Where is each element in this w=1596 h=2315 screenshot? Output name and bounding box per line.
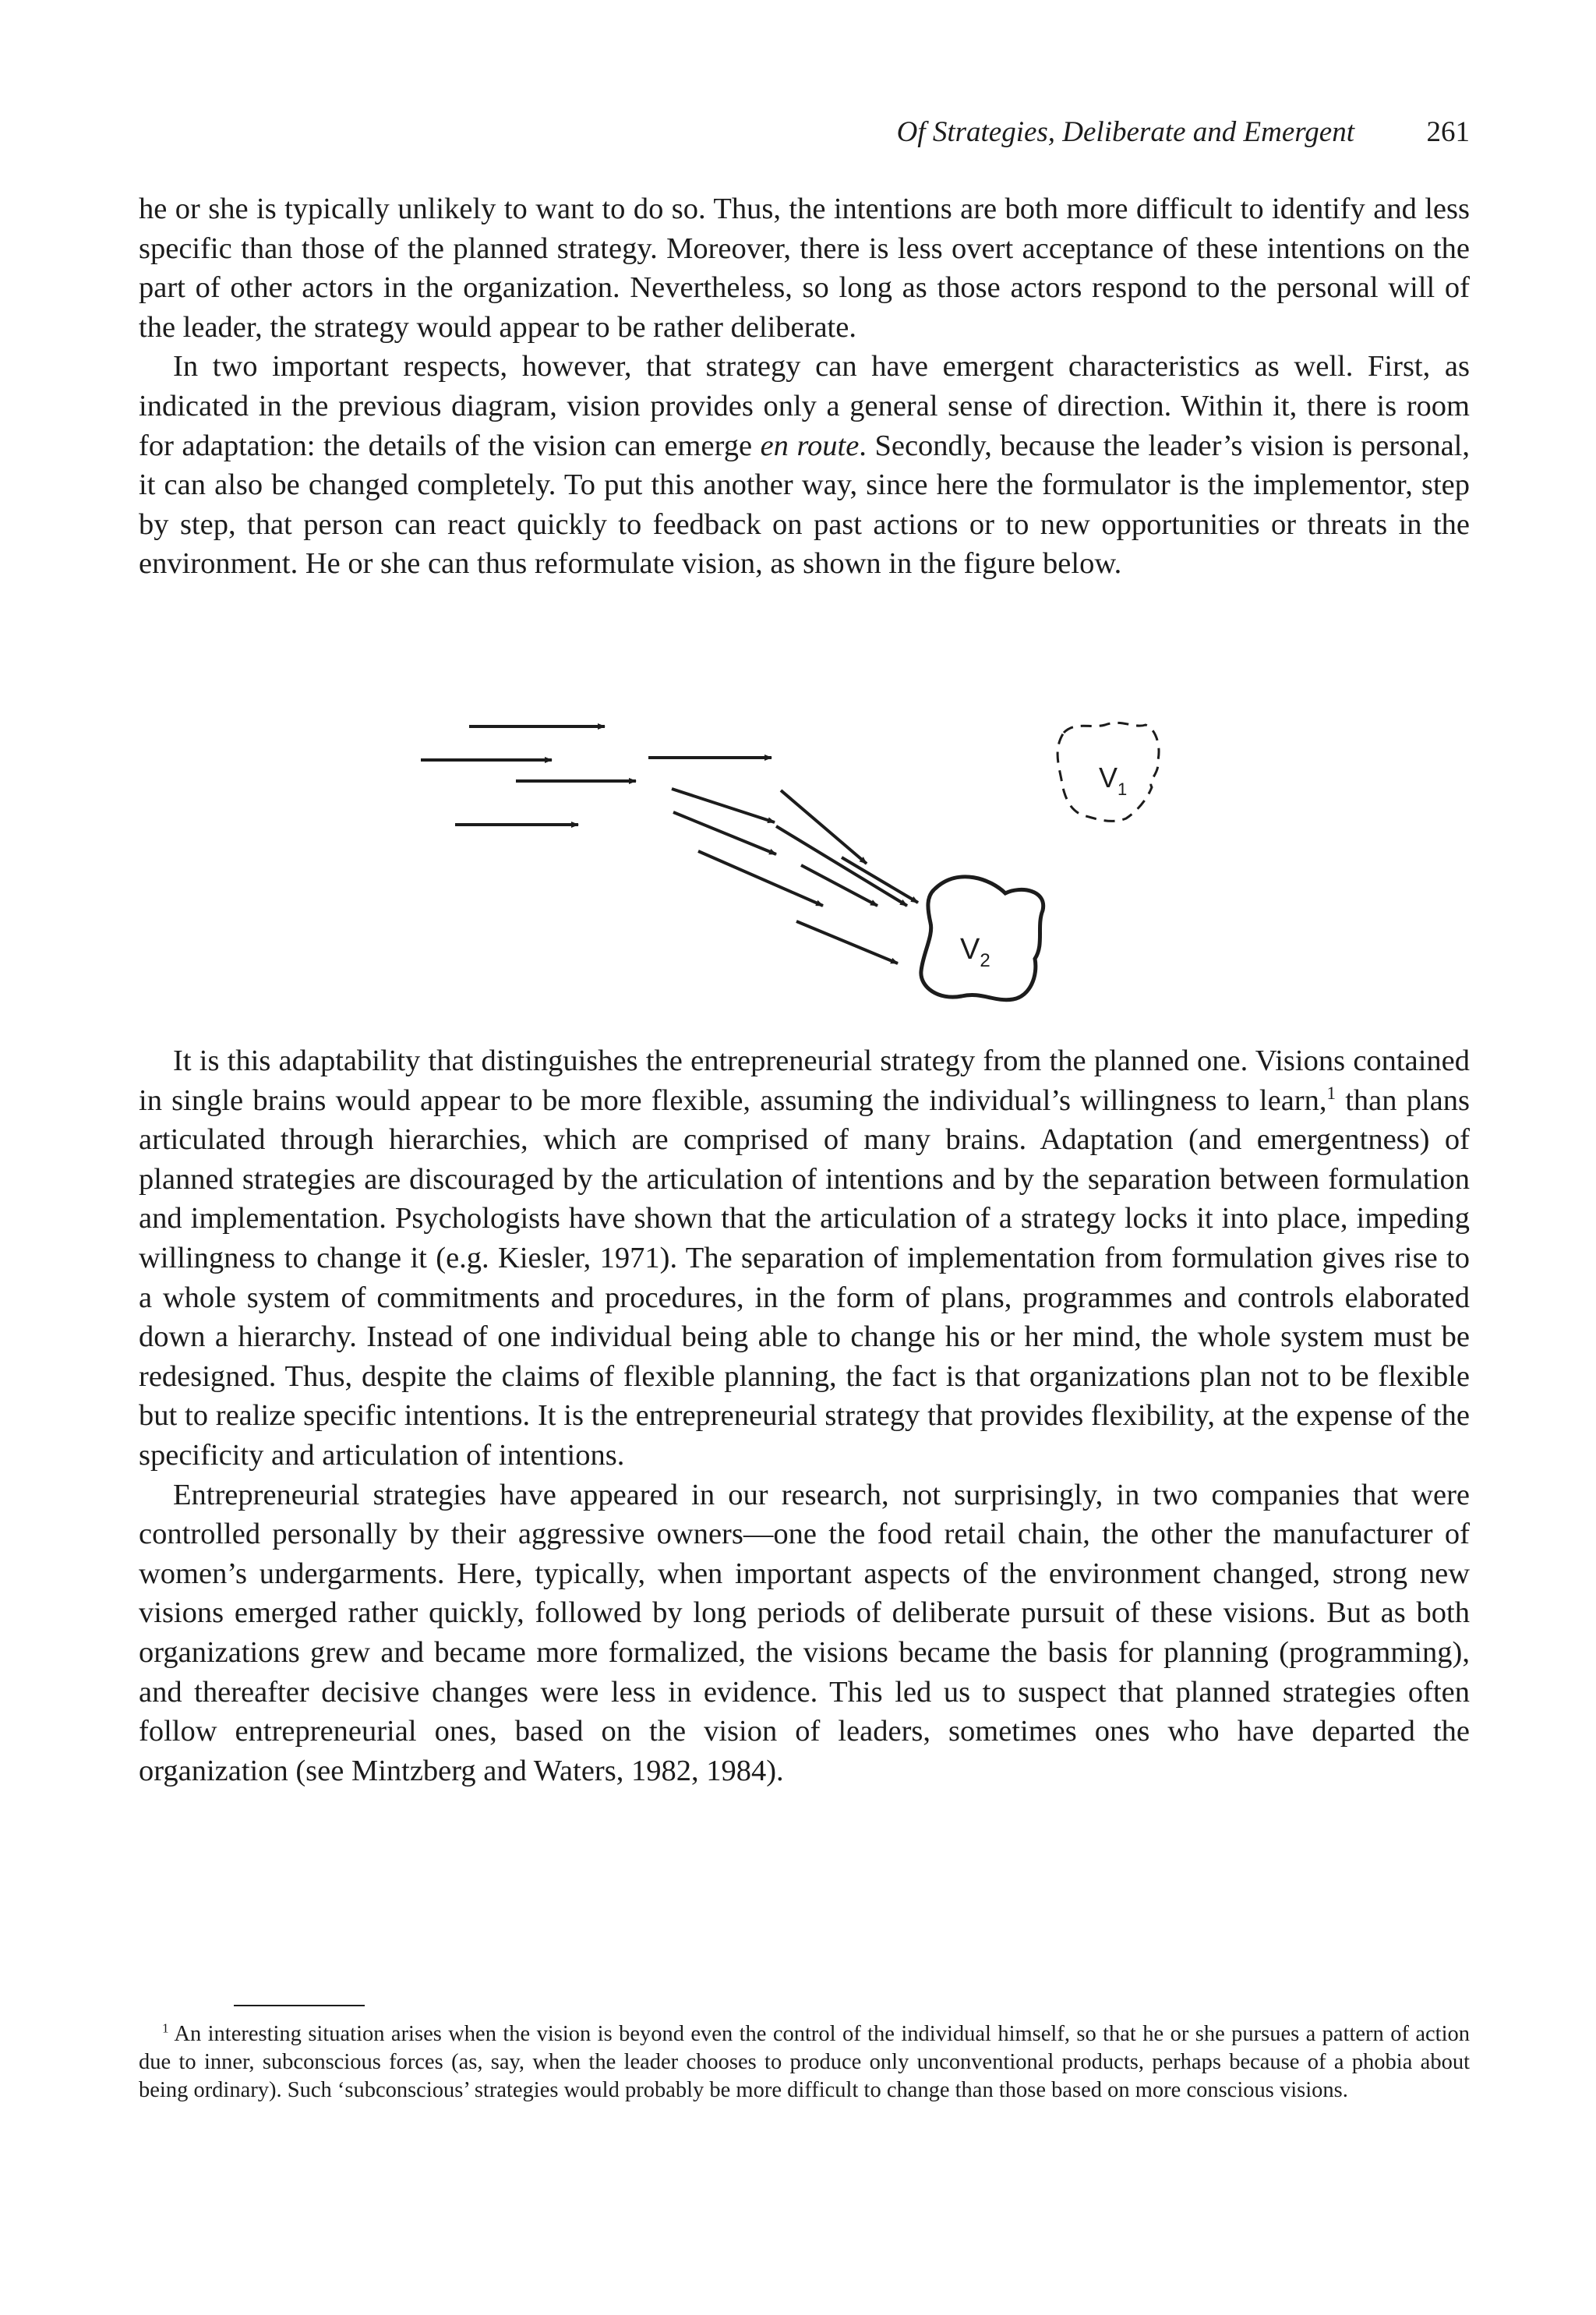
vision-v1-subscript: 1 <box>1118 779 1128 799</box>
vision-v2-outline <box>921 877 1043 1000</box>
paragraph-2-text-a: In two important respects, however, that strategy can have emergent characteristics as well. First, as indicated in the previous diagram, vision provides only a general sense of direction. Within it, there is room for adaptation: the details of the vision can emerge <box>139 350 1470 462</box>
footnote <box>139 2020 1470 2105</box>
footnote-reference[interactable]: 1 <box>1326 1082 1336 1103</box>
paragraph-3-text-a: It is this adaptability that distinguishes the entrepreneurial strategy from the planned one. Visions contained in single brains would appear to be more flexible, assuming the individual’s willingness to learn, <box>139 1044 1470 1117</box>
vision-v1-label <box>1099 762 1127 799</box>
arrow <box>698 851 823 906</box>
arrow <box>842 857 918 903</box>
page-header <box>139 111 1470 154</box>
text-block-bottom <box>139 1041 1470 1790</box>
page-number: 261 <box>1426 116 1470 148</box>
footnote-text: An interesting situation arises when the vision is beyond even the control of the individual himself, so that he or she pursues a pattern of action due to inner, subconscious forces (as, say, when the leader chooses to produce only unconventional products, perhaps because of a phobia about being ordinary). Such ‘subconscious’ strategies would probably be more difficult to change than those based on more conscious visions. <box>139 2022 1470 2102</box>
paragraph-4: Entrepreneurial strategies have appeared in our research, not surprisingly, in two companies that were controlled personally by their aggressive owners—one the food retail chain, the other the manufacturer of women’s undergarments. Here, typically, when important aspects of the environment changed, strong new visions emerged rather quickly, followed by long periods of deliberate pursuit of these visions. But as both organizations grew and became more formalized, the visions became the basis for planning (programming), and thereafter decisive changes were less in evidence. This led us to suspect that planned strategies often follow entrepreneurial ones, based on the vision of leaders, sometimes ones who have departed the organization (see Mintzberg and Waters, 1982, 1984). <box>139 1478 1470 1787</box>
vision-v1-letter: V <box>1099 762 1118 793</box>
vision-reformulation-figure <box>405 702 1208 1029</box>
text-block-top <box>139 189 1470 584</box>
paragraph-3-text-b: than plans articulated through hierarchies, which are comprised of many brains. Adaptation (and emergentness) of planned strategies are discouraged by the articulation of intentions and by the separation between formulation and implementation. Psychologists have shown that the articulation of a strategy locks it into place, impeding willingness to change it (e.g. Kiesler, 1971). The separation of implementation from formulation gives rise to a whole system of commitments and procedures, in the form of plans, programmes and controls elaborated down a hierarchy. Instead of one individual being able to change his or her mind, the whole system must be redesigned. Thus, despite the claims of flexible planning, the fact is that organizations plan not to be flexible but to realize specific intentions. It is the entrepreneurial strategy that provides flexibility, at the expense of the specificity and articulation of intentions. <box>139 1083 1470 1472</box>
footnote-marker: 1 <box>162 2020 169 2036</box>
arrow <box>781 790 867 864</box>
vision-v2-label <box>960 933 990 971</box>
vision-v2-letter: V <box>960 933 980 966</box>
paragraph-2-text-b: . Secondly, because the leader’s vision is personal, it can also be changed completely. To put this another way, since here the formulator is the implementor, step by step, that person can react quickly to feedback on past actions or to new opportunities or threats in the environment. He or she can thus reformulate vision, as shown in the figure below. <box>139 429 1470 581</box>
running-title: Of Strategies, Deliberate and Emergent <box>896 116 1354 148</box>
arrow <box>796 921 898 963</box>
paragraph-2-emphasis: en route <box>760 429 860 462</box>
footnote-divider <box>234 2005 365 2006</box>
arrow-group <box>421 726 918 963</box>
paragraph-3 <box>139 1041 1470 1476</box>
vision-v2-subscript: 2 <box>980 950 990 971</box>
paragraph-2 <box>139 347 1470 584</box>
paragraph-1: he or she is typically unlikely to want to do so. Thus, the intentions are both more difficult to identify and less specific than those of the planned strategy. Moreover, there is less overt acceptance of these intentions on the part of other actors in the organization. Nevertheless, so long as those actors respond to the personal will of the leader, the strategy would appear to be rather deliberate. <box>139 193 1470 344</box>
